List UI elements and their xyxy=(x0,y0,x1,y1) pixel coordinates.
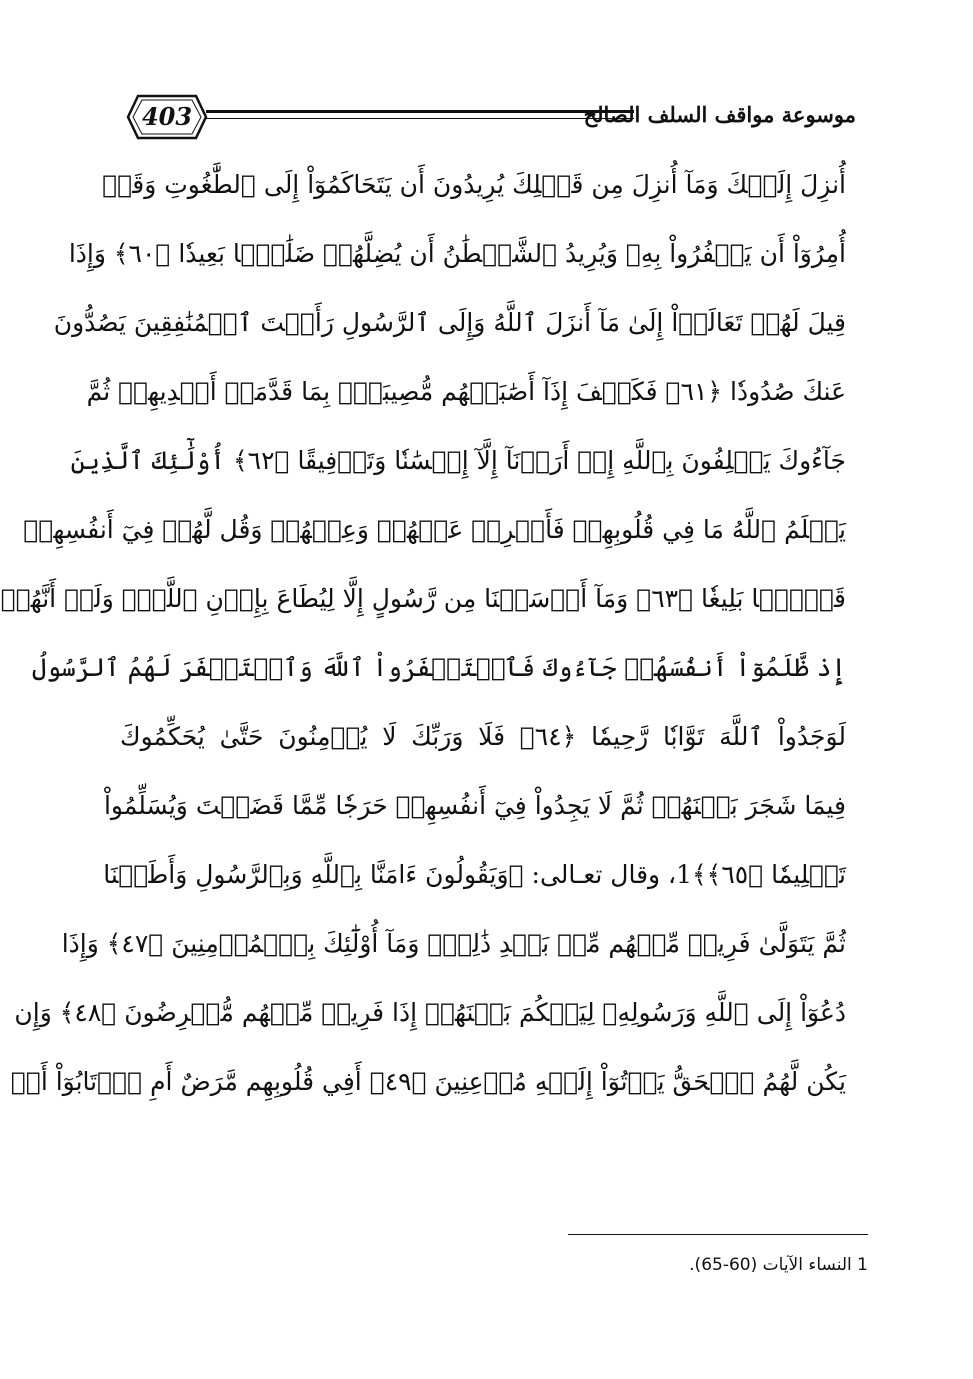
text-line: أُمِرُوٓاْ أَن يَكۡفُرُواْ بِهِۦ وَيُرِيدُ ٱلشَّيۡطَٰنُ أَن يُضِلَّهُمۡ ضَلَٰلَۢا بَعِيدٗا ﴿٦٠﴾ وَإِذَا xyxy=(68,239,846,268)
text-line: ثُمَّ يَتَوَلَّىٰ فَرِيقٞ مِّنۡهُم مِّنۢ بَعۡدِ ذَٰلِكَۚ وَمَآ أُوْلَٰٓئِكَ بِٱلۡمُؤۡمِنِينَ ﴿٤٧﴾ وَإِذَا xyxy=(61,929,846,958)
text-line: يَكُن لَّهُمُ ٱلۡحَقُّ يَأۡتُوٓاْ إِلَيۡهِ مُذۡعِنِينَ ﴿٤٩﴾ أَفِي قُلُوبِهِم مَّرَضٌ أَمِ ٱرۡتَابُوٓاْ أَمۡ xyxy=(10,1067,846,1096)
page-number-badge xyxy=(126,94,208,140)
text-line: تَسۡلِيمٗا ﴿٦٥﴾﴾1، وقال تعـالى: ﴿وَيَقُولُونَ ءَامَنَّا بِٱللَّهِ وَبِٱلرَّسُولِ وَأَطَعۡنَا xyxy=(103,860,846,889)
text-line: قَوۡلَۢا بَلِيغٗا ﴿٦٣﴾ وَمَآ أَرۡسَلۡنَا مِن رَّسُولٍ إِلَّا لِيُطَاعَ بِإِذۡنِ ٱللَّهِۚ وَلَوۡ أَنَّهُمۡ xyxy=(0,584,846,613)
footnote: 1 النساء الآيات (60-65). xyxy=(689,1255,868,1275)
body-text xyxy=(0,150,846,1116)
text-line: أُنزِلَ إِلَيۡكَ وَمَآ أُنزِلَ مِن قَبۡلِكَ يُرِيدُونَ أَن يَتَحَاكَمُوٓاْ إِلَى ٱلطَّٰغُوتِ وَقَدۡ xyxy=(102,170,846,199)
text-line: لَوَجَدُواْ ٱللَّهَ تَوَّابٗا رَّحِيمٗا ﴿٦٤﴾ فَلَا وَرَبِّكَ لَا يُؤۡمِنُونَ حَتَّىٰ يُحَكِّمُوكَ xyxy=(120,722,846,751)
text-line: إِذ ظَّلَمُوٓاْ أَنفُسَهُمۡ جَآءُوكَ فَٱسۡتَغۡفَرُواْ ٱللَّهَ وَٱسۡتَغۡفَرَ لَهُمُ ٱلرَّسُولُ xyxy=(31,653,846,682)
header-rule xyxy=(206,110,634,113)
text-line: فِيمَا شَجَرَ بَيۡنَهُمۡ ثُمَّ لَا يَجِدُواْ فِيٓ أَنفُسِهِمۡ حَرَجٗا مِّمَّا قَضَيۡتَ وَيُسَلِّمُواْ xyxy=(103,791,846,820)
series-title: موسوعة مواقف السلف الصالح xyxy=(583,102,856,127)
header-rule-thin xyxy=(206,118,634,119)
text-line: عَنكَ صُدُودٗا ﴿٦١﴾ فَكَيۡفَ إِذَآ أَصَٰبَتۡهُم مُّصِيبَةُۢ بِمَا قَدَّمَتۡ أَيۡدِيهِمۡ ثُمَّ xyxy=(86,377,846,406)
footnote-divider xyxy=(568,1234,868,1235)
page-number: 403 xyxy=(141,102,193,131)
text-line: دُعُوٓاْ إِلَى ٱللَّهِ وَرَسُولِهِۦ لِيَحۡكُمَ بَيۡنَهُمۡ إِذَا فَرِيقٞ مِّنۡهُم مُّعۡرِضُونَ ﴿٤٨﴾ وَإِن xyxy=(14,998,846,1027)
text-line: يَعۡلَمُ ٱللَّهُ مَا فِي قُلُوبِهِمۡ فَأَعۡرِضۡ عَنۡهُمۡ وَعِظۡهُمۡ وَقُل لَّهُمۡ فِيٓ أَنفُسِهِمۡ xyxy=(23,515,846,544)
page-header xyxy=(126,88,856,146)
text-line: جَآءُوكَ يَحۡلِفُونَ بِٱللَّهِ إِنۡ أَرَدۡنَآ إِلَّآ إِحۡسَٰنٗا وَتَوۡفِيقًا ﴿٦٢﴾ أُوْلَٰٓئِكَ ٱلَّذِينَ xyxy=(70,446,846,475)
text-line: قِيلَ لَهُمۡ تَعَالَوۡاْ إِلَىٰ مَآ أَنزَلَ ٱللَّهُ وَإِلَى ٱلرَّسُولِ رَأَيۡتَ ٱلۡمُنَٰفِقِينَ يَصُدُّونَ xyxy=(53,308,846,337)
